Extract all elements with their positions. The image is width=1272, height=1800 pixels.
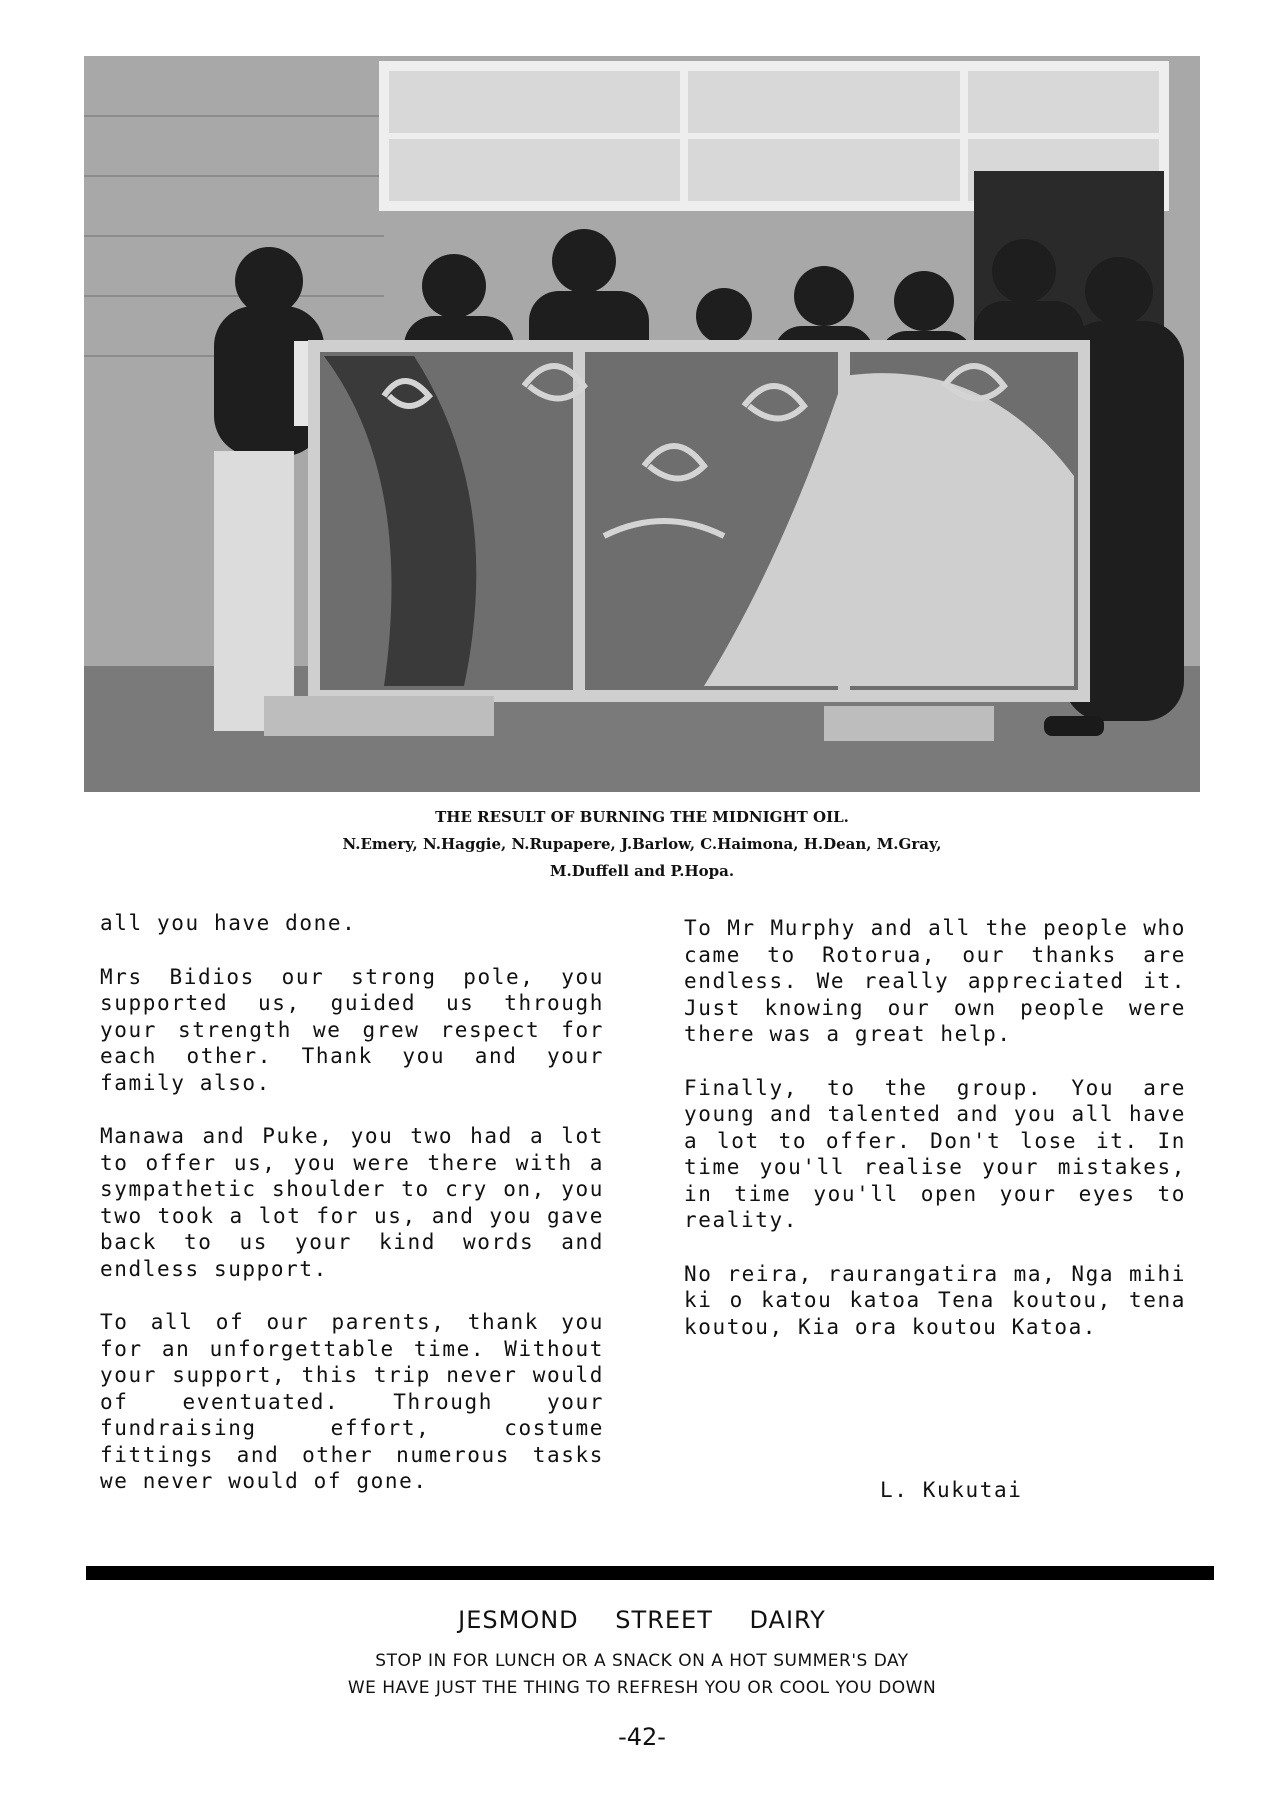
left-paragraph-3: Manawa and Puke, you two had a lot to offer us, you were there with a sympathetic shoulder to cry on, you two took a lot for us, and you gave back to us your kind words and endless support. xyxy=(100,1124,604,1281)
photo-illustration xyxy=(84,56,1200,792)
left-paragraph-1: all you have done. xyxy=(100,911,357,935)
page-number: -42- xyxy=(618,1723,666,1751)
right-paragraph-3: No reira, raurangatira ma, Nga mihi ki o katou katoa Tena koutou, tena koutou, Kia ora koutou Katoa. xyxy=(684,1261,1186,1339)
photo-caption-names-line2: M.Duffell and P.Hopa. xyxy=(549,862,735,880)
advert-title: JESMOND STREET DAIRY xyxy=(458,1606,826,1634)
left-paragraph-2: Mrs Bidios our strong pole, you supported us, guided us through your strength we grew respect for each other. Thank you and your family also. xyxy=(100,964,604,1095)
advert-line-2: WE HAVE JUST THE THING TO REFRESH YOU OR COOL YOU DOWN xyxy=(347,1678,937,1698)
left-column xyxy=(100,910,604,1522)
right-paragraph-2: Finally, to the group. You are young and talented and you all have a lot to offer. Don't lose it. In time you'll realise your mistakes, in time you'll open your eyes to reality. xyxy=(684,1075,1186,1232)
advert-line-1: STOP IN FOR LUNCH OR A SNACK ON A HOT SUMMER'S DAY xyxy=(375,1651,909,1671)
photo-caption-title: THE RESULT OF BURNING THE MIDNIGHT OIL. xyxy=(435,808,849,826)
left-paragraph-4: To all of our parents, thank you for an unforgettable time. Without your support, this trip never would of eventuated. Through your fundraising effort, costume fittings and other numerous tasks we never would of gone. xyxy=(100,1310,604,1493)
divider-rule xyxy=(86,1566,1214,1580)
photo-caption-names-line1: N.Emery, N.Haggie, N.Rupapere, J.Barlow, C.Haimona, H.Dean, M.Gray, xyxy=(342,835,942,853)
right-column xyxy=(684,915,1186,1367)
group-photo xyxy=(84,56,1200,792)
right-paragraph-1: To Mr Murphy and all the people who came to Rotorua, our thanks are endless. We really appreciated it. Just knowing our own people were there was a great help. xyxy=(684,916,1186,1046)
signature: L. Kukutai xyxy=(880,1478,1023,1502)
